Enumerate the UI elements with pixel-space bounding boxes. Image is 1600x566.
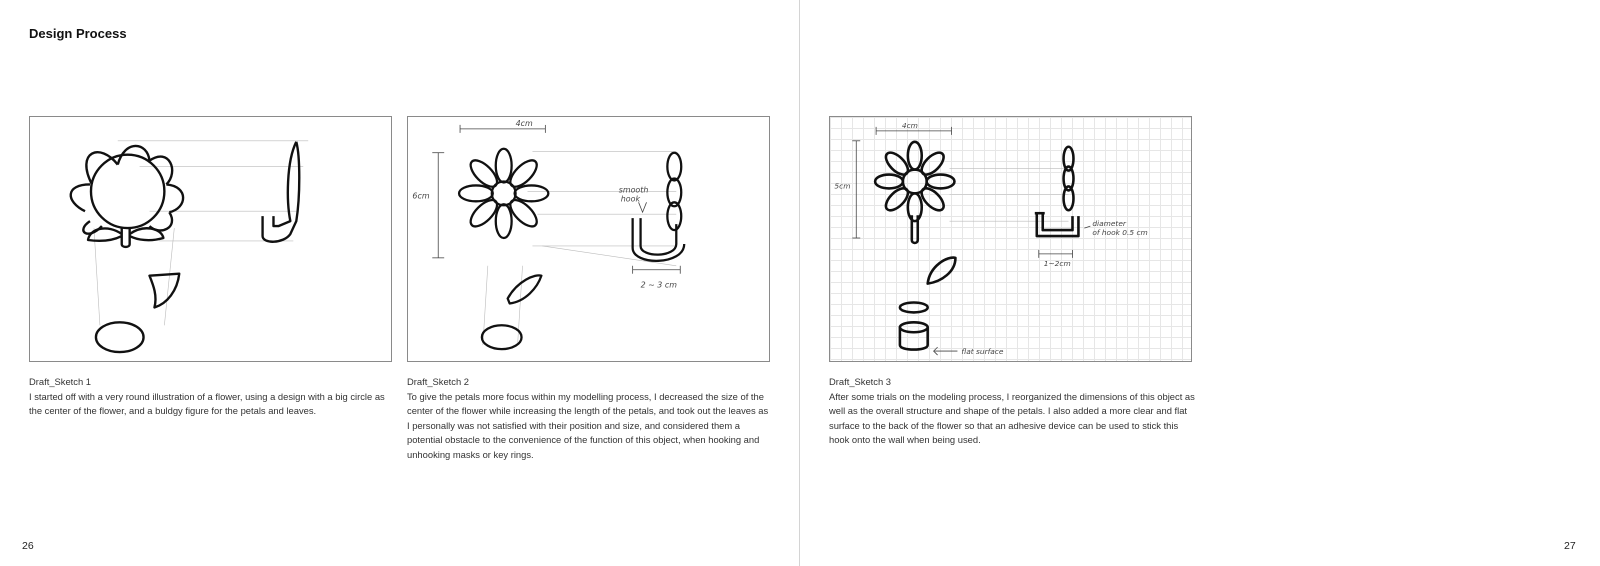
sketch-3-frame xyxy=(829,116,1192,362)
left-page-number: 26 xyxy=(22,540,34,552)
sketch-3-surface-label: flat surface xyxy=(961,347,1004,357)
sketch-3-hook-width-label: 1~2cm xyxy=(1043,258,1071,268)
sketch-2-caption xyxy=(407,375,773,462)
sketch-1-frame xyxy=(29,116,392,362)
sketch-3-width-label: 4cm xyxy=(901,120,918,130)
sketch-3-drawing xyxy=(830,117,1191,361)
sketch-3-caption xyxy=(829,375,1195,448)
sketch-2-height-label: 6cm xyxy=(412,191,430,201)
sketch-1-description: I started off with a very round illustration of a flower, using a design with a big circle as the center of the flower, and a buldgy figure for the petals and leaves. xyxy=(29,390,385,416)
sketch-2-title: Draft_Sketch 2 xyxy=(407,376,470,387)
sketch-2-width-label: 4cm xyxy=(515,118,533,128)
sketch-2-hook-note-2: hook xyxy=(620,194,641,204)
sketch-3-diameter-note-2: of hook 0.5 cm xyxy=(1092,228,1148,238)
page-heading: Design Process xyxy=(29,26,127,41)
right-page-number: 27 xyxy=(1564,540,1576,552)
sketch-2-hook-note-1: smooth xyxy=(618,185,649,195)
sketch-2-hook-width-label: 2 ~ 3 cm xyxy=(640,280,677,290)
sketch-3-height-label: 5cm xyxy=(834,181,851,191)
sketch-1-drawing xyxy=(30,117,391,361)
sketch-1-title: Draft_Sketch 1 xyxy=(29,376,92,387)
sketch-2-frame xyxy=(407,116,770,362)
sketch-3-title: Draft_Sketch 3 xyxy=(829,376,892,387)
page-gutter xyxy=(799,0,800,566)
sketch-2-drawing xyxy=(408,117,769,361)
sketch-2-description: To give the petals more focus within my modelling process, I decreased the size of the center of the flower while increasing the length of the petals, and took out the leaves as I personally was not satisfied with their position and size, and considered them a potential obstacle to the convenience of the function of this object, when hooking and unhooking masks or key rings. xyxy=(407,390,769,460)
sketch-3-description: After some trials on the modeling process, I reorganized the dimensions of this object as well as the overall structure and shape of the petals. I also added a more clear and flat surface to the back of the flower so that an adhesive device can be used to stick this hook onto the wall when being used. xyxy=(829,390,1195,445)
sketch-1-caption xyxy=(29,375,395,419)
sketch-3-diameter-note-1: diameter xyxy=(1092,219,1126,229)
